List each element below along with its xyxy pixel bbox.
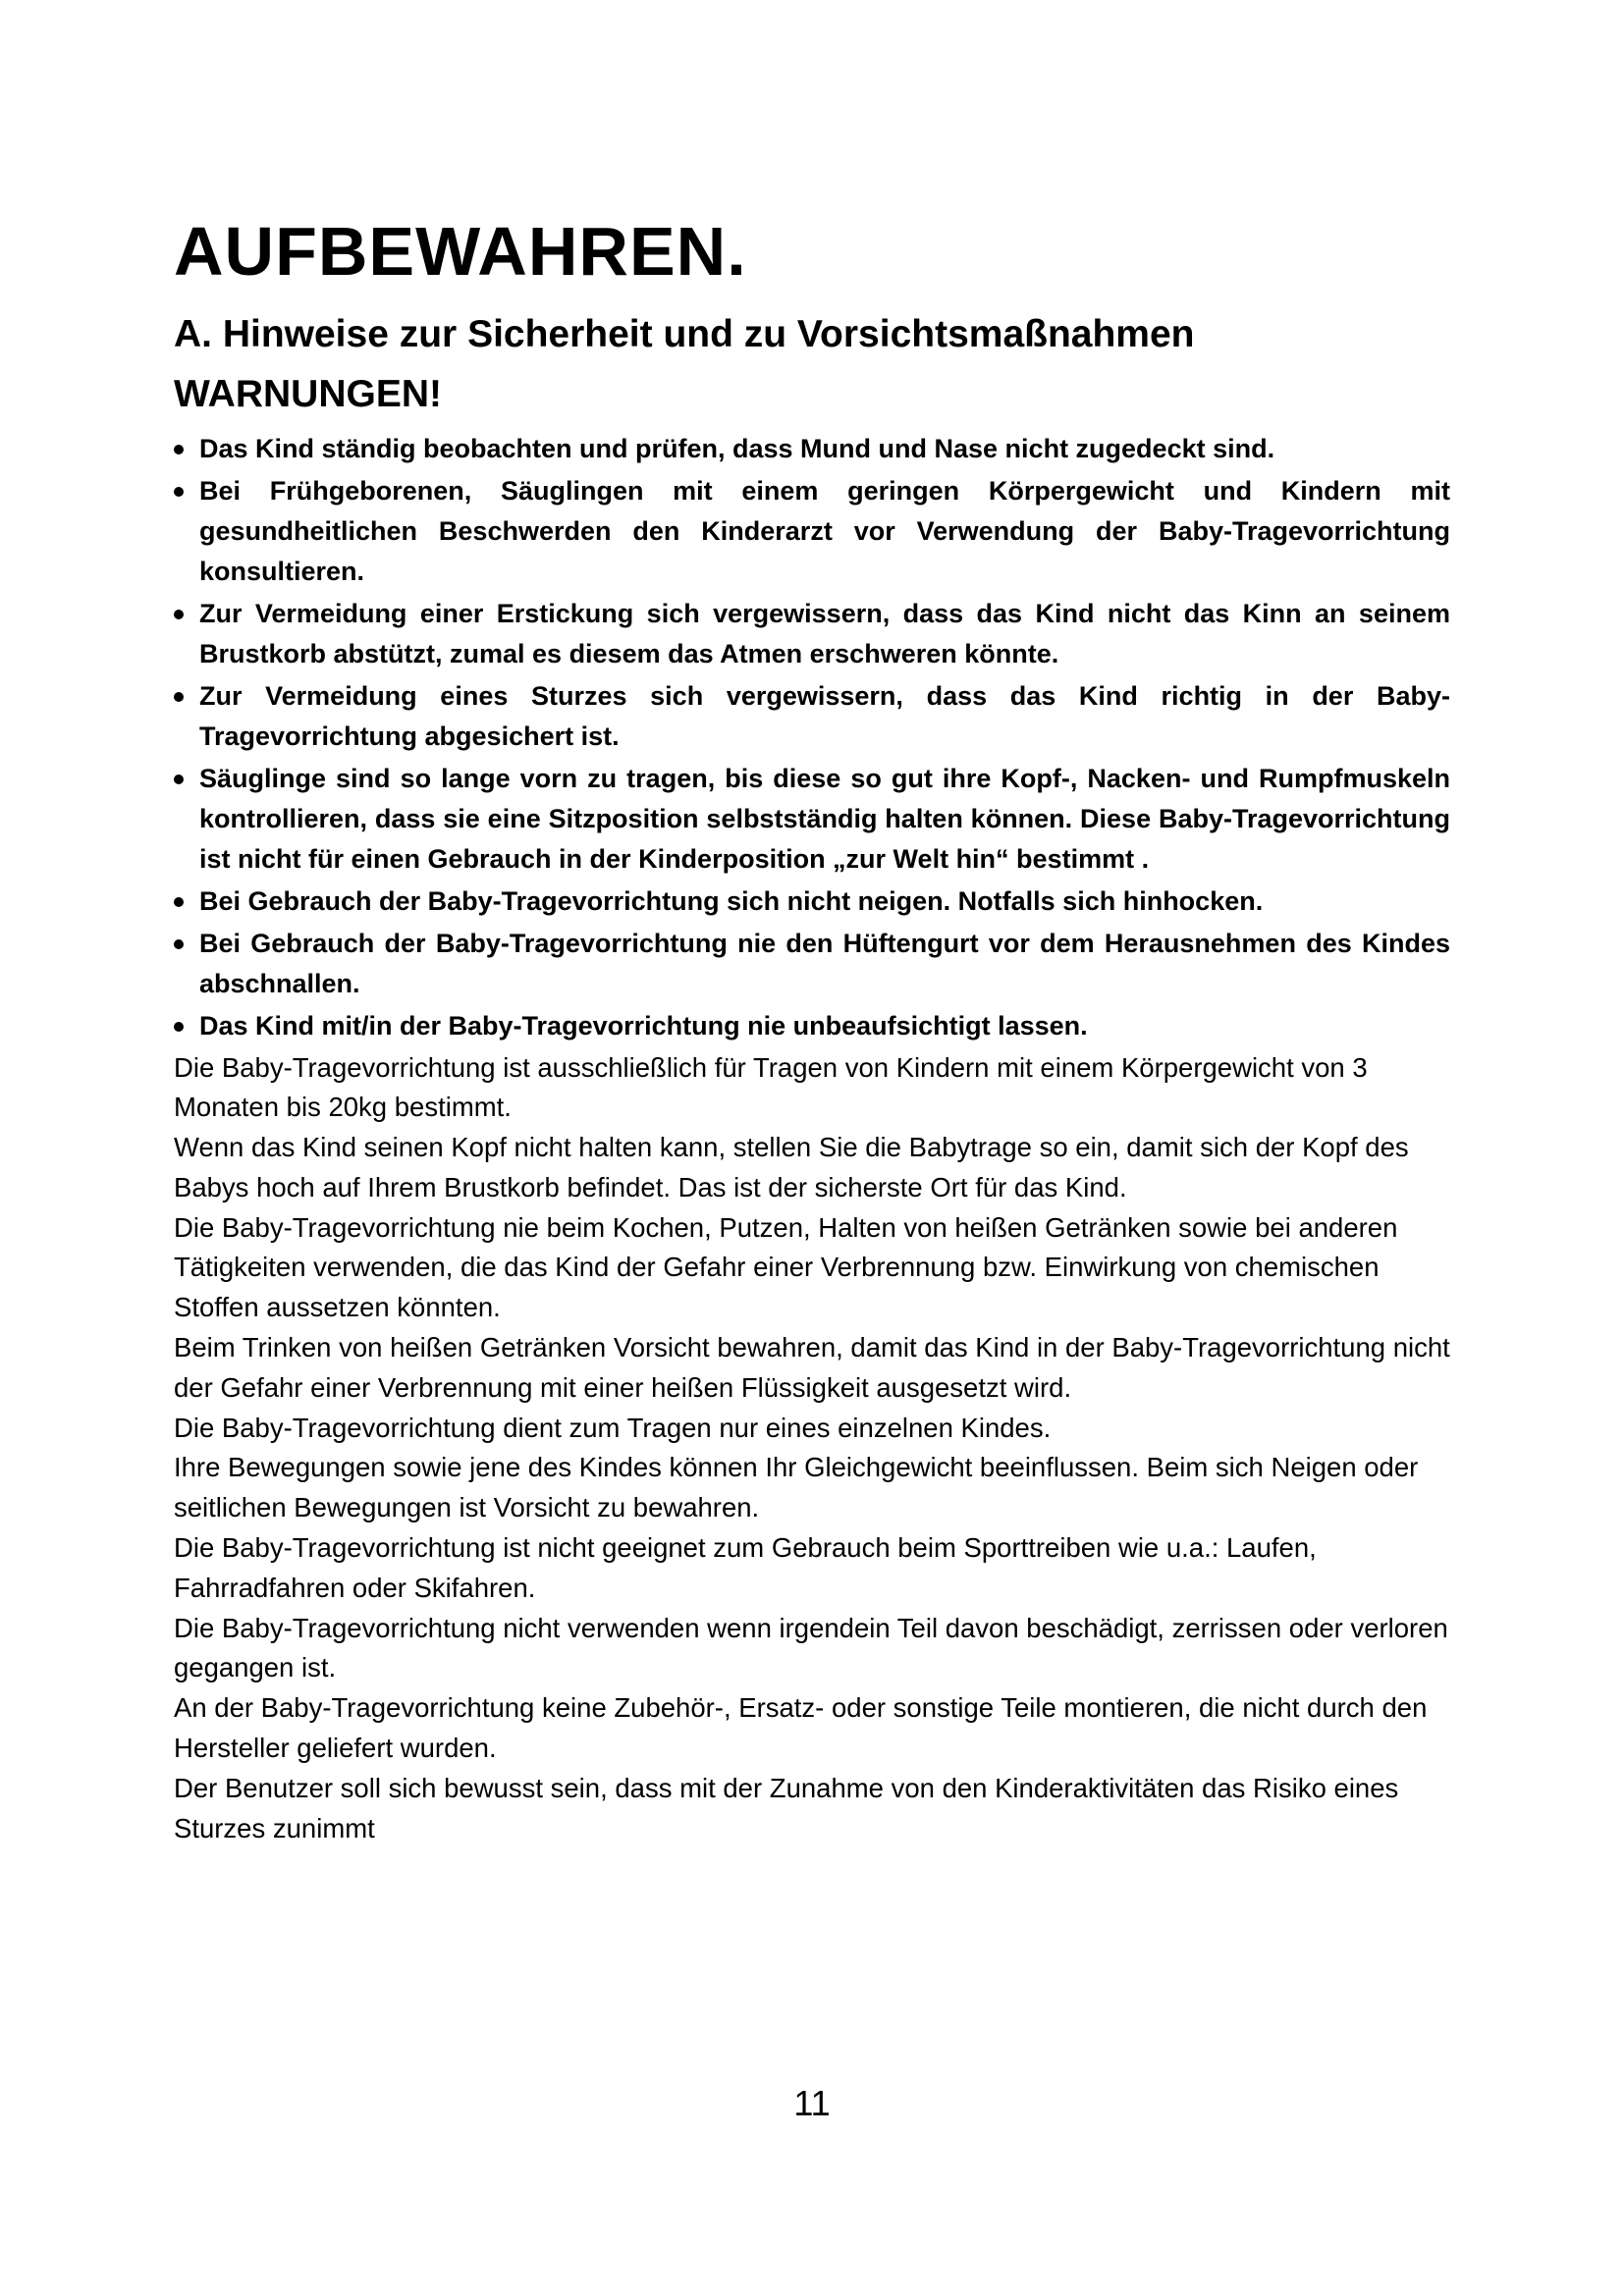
warning-text: Zur Vermeidung eines Sturzes sich vergewissern, dass das Kind richtig in der Baby-Tragevorrichtung abgesichert ist. <box>199 680 1450 751</box>
warning-text: Bei Gebrauch der Baby-Tragevorrichtung nie den Hüftengurt vor dem Herausnehmen des Kindes abschnallen. <box>199 928 1450 998</box>
bullet-icon <box>174 939 184 949</box>
warning-text: Zur Vermeidung einer Erstickung sich vergewissern, dass das Kind nicht das Kinn an seinem Brustkorb abstützt, zumal es diesem das Atmen erschweren könnte. <box>199 598 1450 668</box>
body-paragraph: An der Baby-Tragevorrichtung keine Zubehör-, Ersatz- oder sonstige Teile montieren, die nicht durch den Hersteller geliefert wurden. <box>174 1692 1428 1764</box>
bullet-icon <box>174 487 184 497</box>
bullet-icon <box>174 774 184 784</box>
warnings-list <box>174 429 1450 1046</box>
body-paragraph: Wenn das Kind seinen Kopf nicht halten kann, stellen Sie die Babytrage so ein, damit sich der Kopf des Babys hoch auf Ihrem Brustkorb befindet. Das ist der sicherste Ort für das Kind. <box>174 1132 1409 1202</box>
page-content <box>174 214 1450 1848</box>
warnings-heading: WARNUNGEN! <box>174 372 442 415</box>
warning-item <box>174 471 1450 592</box>
body-paragraph: Der Benutzer soll sich bewusst sein, dass mit der Zunahme von den Kinderaktivitäten das Risiko eines Sturzes zunimmt <box>174 1772 1399 1843</box>
page-title: AUFBEWAHREN. <box>174 213 747 290</box>
body-paragraph: Ihre Bewegungen sowie jene des Kindes können Ihr Gleichgewicht beeinflussen. Beim sich Neigen oder seitlichen Bewegungen ist Vorsicht zu bewahren. <box>174 1452 1419 1523</box>
warning-item <box>174 881 1450 922</box>
bullet-icon <box>174 1022 184 1032</box>
body-paragraph: Die Baby-Tragevorrichtung dient zum Tragen nur eines einzelnen Kindes. <box>174 1412 1052 1443</box>
warning-item <box>174 594 1450 674</box>
body-paragraph: Die Baby-Tragevorrichtung nie beim Kochen, Putzen, Halten von heißen Getränken sowie bei anderen Tätigkeiten verwenden, die das Kind der Gefahr einer Verbrennung bzw. Einwirkung von chemischen Stoffen aussetzen könnten. <box>174 1211 1398 1323</box>
warning-text: Bei Frühgeborenen, Säuglingen mit einem geringen Körpergewicht und Kindern mit gesundheitlichen Beschwerden den Kinderarzt vor Verwendung der Baby-Tragevorrichtung konsultieren. <box>199 475 1450 586</box>
warning-item <box>174 759 1450 880</box>
body-paragraphs <box>174 1048 1450 1849</box>
warning-text: Das Kind mit/in der Baby-Tragevorrichtung nie unbeaufsichtigt lassen. <box>199 1010 1088 1041</box>
body-paragraph: Die Baby-Tragevorrichtung nicht verwenden wenn irgendein Teil davon beschädigt, zerrissen oder verloren gegangen ist. <box>174 1612 1448 1683</box>
section-heading: A. Hinweise zur Sicherheit und zu Vorsichtsmaßnahmen <box>174 313 1195 355</box>
warning-text: Säuglinge sind so lange vorn zu tragen, bis diese so gut ihre Kopf-, Nacken- und Rumpfmuskeln kontrollieren, dass sie eine Sitzposition selbstständig halten können. Diese Baby-Tragevorrichtung ist nicht für einen Gebrauch in der Kinderposition „zur Welt hin“ bestimmt . <box>199 763 1450 874</box>
warning-item <box>174 924 1450 1004</box>
bullet-icon <box>174 445 184 454</box>
bullet-icon <box>174 897 184 907</box>
body-paragraph: Beim Trinken von heißen Getränken Vorsicht bewahren, damit das Kind in der Baby-Tragevorrichtung nicht der Gefahr einer Verbrennung mit einer heißen Flüssigkeit ausgesetzt wird. <box>174 1332 1450 1403</box>
warning-text: Das Kind ständig beobachten und prüfen, dass Mund und Nase nicht zugedeckt sind. <box>199 433 1275 463</box>
warning-item <box>174 1006 1450 1046</box>
warning-text: Bei Gebrauch der Baby-Tragevorrichtung sich nicht neigen. Notfalls sich hinhocken. <box>199 885 1264 916</box>
body-paragraph: Die Baby-Tragevorrichtung ist nicht geeignet zum Gebrauch beim Sporttreiben wie u.a.: Laufen, Fahrradfahren oder Skifahren. <box>174 1532 1317 1603</box>
bullet-icon <box>174 692 184 702</box>
body-paragraph: Die Baby-Tragevorrichtung ist ausschließlich für Tragen von Kindern mit einem Körpergewicht von 3 Monaten bis 20kg bestimmt. <box>174 1051 1368 1123</box>
page-number: 11 <box>793 2083 831 2123</box>
bullet-icon <box>174 610 184 619</box>
warning-item <box>174 429 1450 469</box>
warning-item <box>174 676 1450 757</box>
